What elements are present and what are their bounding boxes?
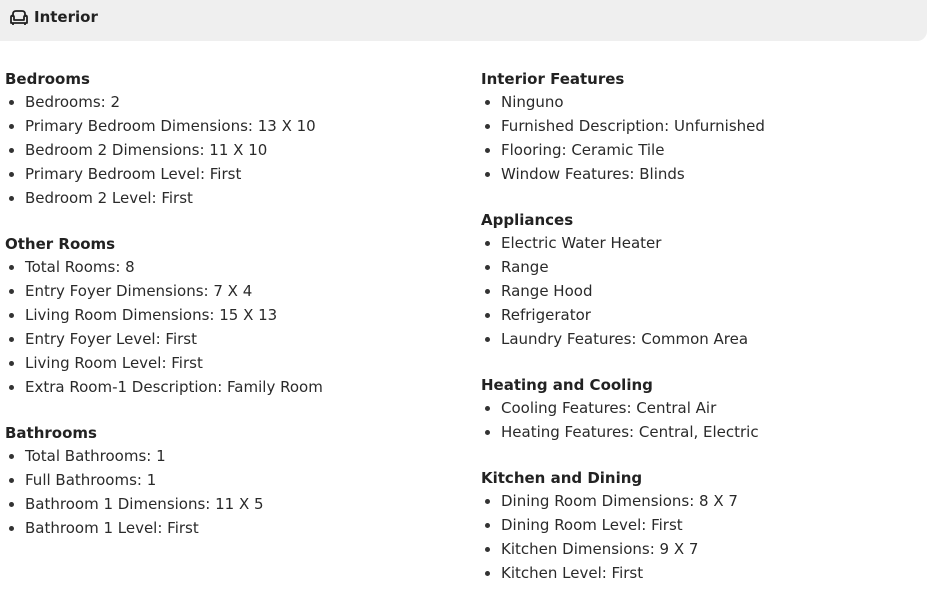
- list-item: [5, 351, 323, 375]
- section-other-rooms: [5, 234, 323, 399]
- list-item: [481, 231, 765, 255]
- section-appliances: [481, 210, 765, 351]
- list-item: [481, 255, 765, 279]
- bullet-icon: [9, 526, 14, 531]
- bullet-icon: [485, 265, 490, 270]
- list-item: [5, 138, 323, 162]
- list-item: [5, 162, 323, 186]
- list-item: [481, 489, 765, 513]
- list-item: [481, 114, 765, 138]
- section-bedrooms: [5, 69, 323, 210]
- feature-list: [481, 396, 765, 444]
- bullet-icon: [9, 172, 14, 177]
- list-item: [481, 513, 765, 537]
- bullet-icon: [9, 502, 14, 507]
- bullet-icon: [9, 478, 14, 483]
- bullet-icon: [9, 361, 14, 366]
- bullet-icon: [485, 499, 490, 504]
- list-item-text: Furnished Description: Unfurnished: [501, 117, 765, 135]
- right-column: [481, 68, 765, 609]
- list-item: [5, 279, 323, 303]
- list-item-text: Ninguno: [501, 93, 564, 111]
- list-item-text: Kitchen Level: First: [501, 564, 644, 582]
- list-item: [481, 327, 765, 351]
- list-item: [481, 561, 765, 585]
- list-item: [5, 375, 323, 399]
- list-item: [5, 303, 323, 327]
- list-item: [5, 327, 323, 351]
- list-item-text: Window Features: Blinds: [501, 165, 685, 183]
- section-heading: Bedrooms: [5, 70, 90, 88]
- bullet-icon: [485, 313, 490, 318]
- list-item: [5, 186, 323, 210]
- bullet-icon: [485, 430, 490, 435]
- list-item-text: Primary Bedroom Dimensions: 13 X 10: [25, 117, 316, 135]
- list-item-text: Bedroom 2 Dimensions: 11 X 10: [25, 141, 268, 159]
- list-item-text: Dining Room Level: First: [501, 516, 683, 534]
- bullet-icon: [9, 100, 14, 105]
- list-item-text: Primary Bedroom Level: First: [25, 165, 242, 183]
- bullet-icon: [9, 196, 14, 201]
- bullet-icon: [485, 241, 490, 246]
- list-item: [5, 492, 323, 516]
- section-kitchen-and-dining: [481, 468, 765, 585]
- list-item-text: Bedrooms: 2: [25, 93, 121, 111]
- list-item-text: Entry Foyer Dimensions: 7 X 4: [25, 282, 253, 300]
- bullet-icon: [9, 289, 14, 294]
- list-item-text: Heating Features: Central, Electric: [501, 423, 759, 441]
- bullet-icon: [485, 523, 490, 528]
- list-item: [481, 420, 765, 444]
- list-item-text: Total Rooms: 8: [25, 258, 135, 276]
- section-heating-and-cooling: [481, 375, 765, 444]
- bullet-icon: [485, 124, 490, 129]
- list-item-text: Bathroom 1 Level: First: [25, 519, 199, 537]
- list-item-text: Dining Room Dimensions: 8 X 7: [501, 492, 738, 510]
- bullet-icon: [485, 289, 490, 294]
- section-heading: Kitchen and Dining: [481, 469, 643, 487]
- list-item-text: Flooring: Ceramic Tile: [501, 141, 665, 159]
- list-item: [5, 90, 323, 114]
- bullet-icon: [485, 406, 490, 411]
- list-item-text: Refrigerator: [501, 306, 591, 324]
- list-item-text: Electric Water Heater: [501, 234, 662, 252]
- list-item: [5, 468, 323, 492]
- list-item: [481, 138, 765, 162]
- section-interior-features: [481, 69, 765, 186]
- feature-list: [5, 444, 323, 540]
- bullet-icon: [485, 337, 490, 342]
- list-item-text: Living Room Dimensions: 15 X 13: [25, 306, 278, 324]
- bullet-icon: [485, 547, 490, 552]
- feature-list: [5, 255, 323, 399]
- bullet-icon: [9, 385, 14, 390]
- bullet-icon: [9, 265, 14, 270]
- list-item-text: Living Room Level: First: [25, 354, 203, 372]
- list-item-text: Entry Foyer Level: First: [25, 330, 197, 348]
- list-item: [481, 162, 765, 186]
- list-item: [5, 444, 323, 468]
- list-item-text: Extra Room-1 Description: Family Room: [25, 378, 323, 396]
- list-item: [481, 90, 765, 114]
- list-item: [481, 537, 765, 561]
- sofa-icon: [9, 9, 29, 27]
- section-heading: Appliances: [481, 211, 574, 229]
- bullet-icon: [485, 571, 490, 576]
- bullet-icon: [9, 454, 14, 459]
- section-title-interior: Interior: [34, 8, 98, 26]
- list-item: [5, 114, 323, 138]
- bullet-icon: [9, 124, 14, 129]
- section-heading: Heating and Cooling: [481, 376, 653, 394]
- section-bathrooms: [5, 423, 323, 540]
- list-item: [5, 255, 323, 279]
- list-item-text: Range: [501, 258, 549, 276]
- list-item-text: Total Bathrooms: 1: [25, 447, 166, 465]
- list-item: [481, 303, 765, 327]
- bullet-icon: [9, 313, 14, 318]
- feature-list: [481, 90, 765, 186]
- bullet-icon: [485, 172, 490, 177]
- list-item-text: Full Bathrooms: 1: [25, 471, 157, 489]
- list-item: [481, 279, 765, 303]
- list-item-text: Kitchen Dimensions: 9 X 7: [501, 540, 699, 558]
- list-item: [481, 396, 765, 420]
- bullet-icon: [9, 148, 14, 153]
- bullet-icon: [485, 100, 490, 105]
- list-item-text: Cooling Features: Central Air: [501, 399, 717, 417]
- bullet-icon: [9, 337, 14, 342]
- list-item-text: Laundry Features: Common Area: [501, 330, 749, 348]
- left-column: [5, 68, 323, 564]
- section-heading: Bathrooms: [5, 424, 97, 442]
- feature-list: [481, 489, 765, 585]
- section-heading: Interior Features: [481, 70, 625, 88]
- section-heading: Other Rooms: [5, 235, 116, 253]
- feature-list: [481, 231, 765, 351]
- list-item: [5, 516, 323, 540]
- feature-list: [5, 90, 323, 210]
- list-item-text: Bedroom 2 Level: First: [25, 189, 193, 207]
- bullet-icon: [485, 148, 490, 153]
- interior-section-header[interactable]: [0, 0, 927, 41]
- list-item-text: Bathroom 1 Dimensions: 11 X 5: [25, 495, 264, 513]
- list-item-text: Range Hood: [501, 282, 593, 300]
